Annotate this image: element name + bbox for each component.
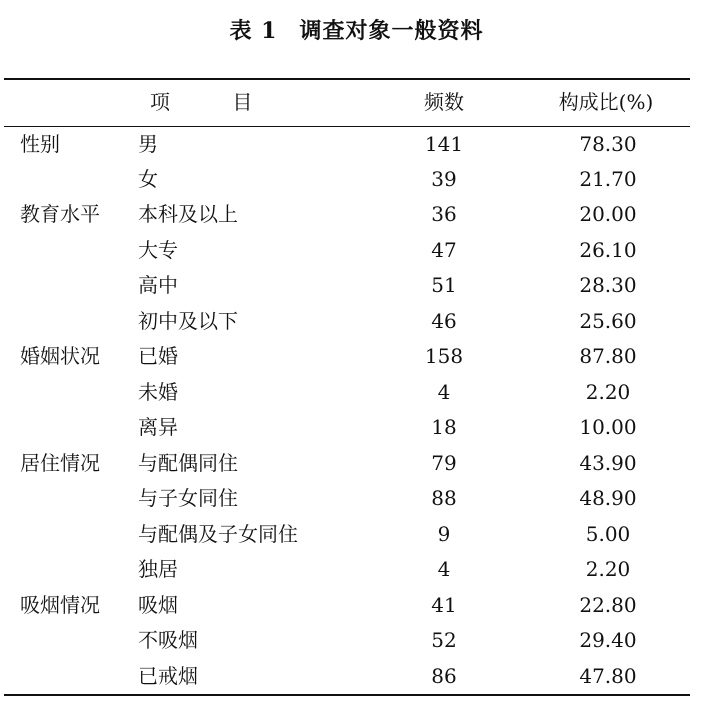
table-row [0,659,713,693]
row-percent: 87.80 [579,344,637,368]
row-percent: 10.00 [579,415,637,439]
row-percent: 5.00 [585,522,631,546]
row-percent: 2.20 [585,557,631,581]
row-group: 教育水平 [20,202,100,226]
row-item: 初中及以下 [138,309,238,333]
row-item: 离异 [138,415,178,439]
table-row [0,375,713,409]
table-row [0,588,713,622]
row-item: 本科及以上 [138,202,238,226]
row-percent: 26.10 [579,238,637,262]
table-header [0,85,713,119]
row-item: 与配偶同住 [138,451,238,475]
row-percent: 29.40 [579,628,637,652]
row-item: 已婚 [138,344,178,368]
row-group: 居住情况 [20,451,100,475]
row-frequency: 4 [437,557,451,581]
row-item: 女 [138,167,158,191]
row-percent: 20.00 [579,202,637,226]
table-row [0,552,713,586]
table-row [0,410,713,444]
bottom-rule [4,694,690,696]
row-percent: 22.80 [579,593,637,617]
row-percent: 43.90 [579,451,637,475]
row-percent: 78.30 [579,132,637,156]
row-group: 性别 [20,132,60,156]
row-frequency: 88 [431,486,457,510]
table-row [0,481,713,515]
row-percent: 25.60 [579,309,637,333]
row-item: 已戒烟 [138,664,198,688]
row-frequency: 141 [424,132,464,156]
row-percent: 2.20 [585,380,631,404]
row-frequency: 86 [431,664,457,688]
table-row [0,623,713,657]
table-caption [0,14,713,45]
row-percent: 47.80 [579,664,637,688]
row-frequency: 4 [437,380,451,404]
table-number: 表 1 [229,18,278,44]
row-frequency: 41 [431,593,457,617]
row-group: 吸烟情况 [20,593,100,617]
row-frequency: 51 [431,273,457,297]
row-percent: 21.70 [579,167,637,191]
row-percent: 48.90 [579,486,637,510]
row-frequency: 47 [431,238,457,262]
row-frequency: 39 [431,167,457,191]
table-row [0,517,713,551]
table-row [0,339,713,373]
top-rule [4,78,690,80]
row-frequency: 9 [437,522,451,546]
row-item: 不吸烟 [138,628,198,652]
table-row [0,197,713,231]
table-title: 调查对象一般资料 [299,18,484,44]
table-row [0,127,713,161]
row-frequency: 46 [431,309,457,333]
row-item: 与配偶及子女同住 [138,522,298,546]
row-frequency: 158 [424,344,464,368]
row-percent: 28.30 [579,273,637,297]
header-item: 项 目 [150,90,281,114]
row-item: 独居 [138,557,178,581]
row-frequency: 36 [431,202,457,226]
row-frequency: 52 [431,628,457,652]
row-frequency: 18 [431,415,457,439]
header-frequency: 频数 [424,90,464,114]
row-group: 婚姻状况 [20,344,100,368]
table-row [0,304,713,338]
row-item: 大专 [138,238,178,262]
row-item: 高中 [138,273,178,297]
table-row [0,268,713,302]
row-frequency: 79 [431,451,457,475]
table-row [0,162,713,196]
row-item: 吸烟 [138,593,178,617]
row-item: 未婚 [138,380,178,404]
table-row [0,446,713,480]
table-row [0,233,713,267]
row-item: 与子女同住 [138,486,238,510]
header-percent: 构成比(%) [558,90,654,114]
row-item: 男 [138,132,158,156]
